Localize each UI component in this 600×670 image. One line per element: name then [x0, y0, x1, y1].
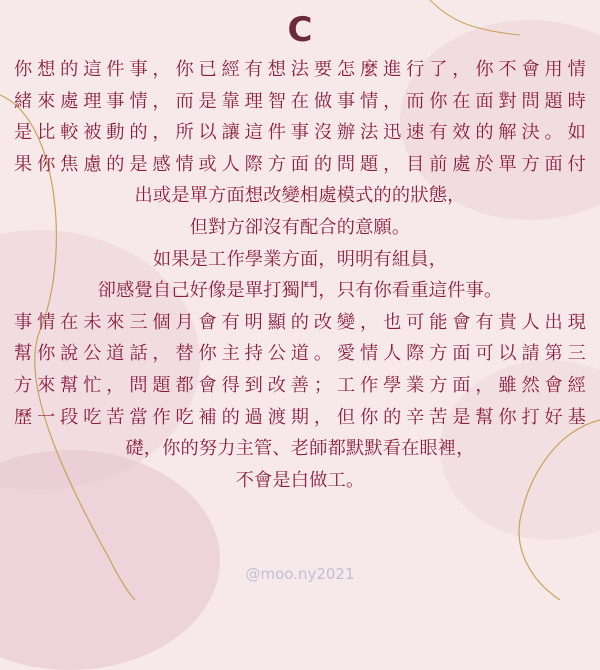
text-line: 卻感覺自己好像是單打獨鬥，只有你看重這件事。: [97, 280, 503, 302]
text-line: 是比較被動的，所以讓這件事沒辦法迅速有效的解決。如: [14, 122, 586, 144]
text-line: 緒來處理事情，而是靠理智在做事情，而你在面對問題時: [14, 90, 586, 112]
text-line: 方來幫忙，問題都會得到改善；工作學業方面，雖然會經: [14, 374, 586, 396]
text-line: 幫你說公道話，替你主持公道。愛情人際方面可以請第三: [14, 343, 586, 365]
text-line: 礎，你的努力主管、老師都默默看在眼裡，: [125, 438, 475, 460]
text-line: 歷一段吃苦當作吃補的過渡期，但你的辛苦是幫你打好基: [14, 406, 586, 428]
body-paragraph: [14, 54, 586, 496]
text-line: 出或是單方面想改變相處模式的的狀態，: [134, 185, 466, 207]
text-line: 如果是工作學業方面，明明有組員，: [152, 248, 448, 270]
author-handle: @moo.ny2021: [245, 565, 355, 583]
text-line: 不會是白做工。: [235, 469, 365, 491]
text-line: 但對方卻沒有配合的意願。: [189, 216, 411, 238]
card-title: C: [287, 10, 313, 50]
text-line: 果你焦慮的是感情或人際方面的問題，目前處於單方面付: [14, 153, 586, 175]
text-line: 事情在未來三個月會有明顯的改變，也可能會有貴人出現: [14, 311, 586, 333]
text-line: 你想的這件事，你已經有想法要怎麼進行了，你不會用情: [14, 59, 586, 80]
